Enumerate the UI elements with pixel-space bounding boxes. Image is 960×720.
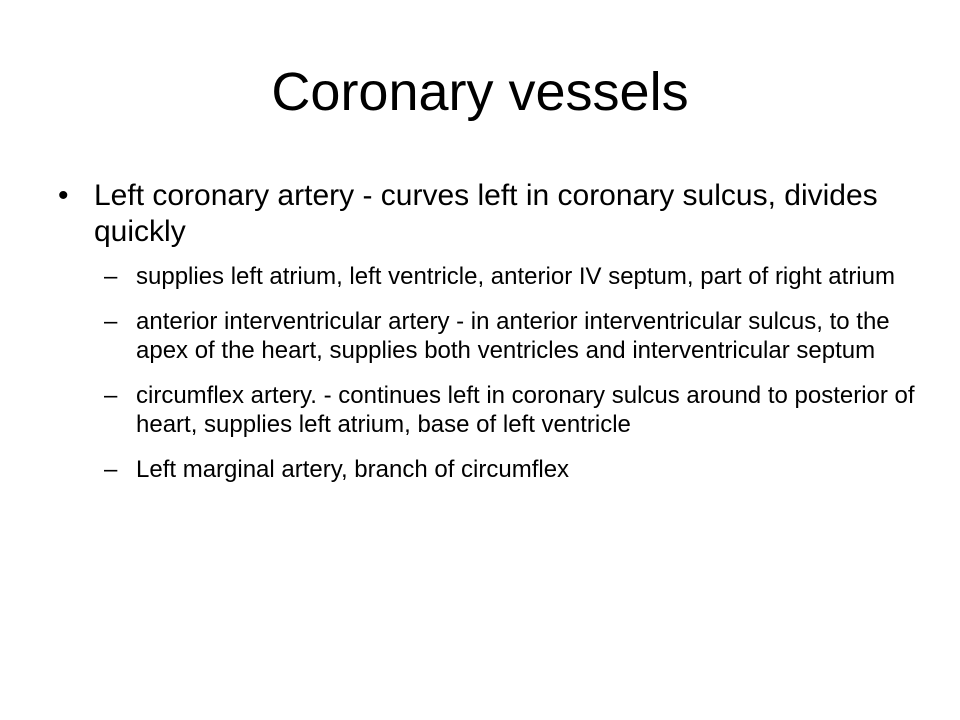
sub-bullet-item: [58, 381, 918, 439]
sub-bullet-marker: –: [104, 456, 118, 483]
slide-content: [58, 178, 918, 500]
sub-bullet-text: anterior interventricular artery - in anterior interventricular sulcus, to the apex of the heart, supplies both ventricles and interventricular septum: [136, 308, 890, 364]
sub-bullet-text: circumflex artery. - continues left in coronary sulcus around to posterior of heart, supplies left atrium, base of left ventricle: [136, 382, 915, 438]
sub-bullet-item: [58, 307, 918, 365]
sub-bullet-item: [58, 455, 918, 484]
sub-bullet-marker: –: [104, 382, 118, 409]
sub-bullet-text: supplies left atrium, left ventricle, anterior IV septum, part of right atrium: [136, 263, 895, 290]
sub-bullet-marker: –: [104, 263, 118, 290]
bullet-text: Left coronary artery - curves left in coronary sulcus, divides quickly: [94, 179, 878, 248]
sub-bullet-marker: –: [104, 308, 118, 335]
slide-title: Coronary vessels: [271, 62, 689, 122]
sub-bullet-text: Left marginal artery, branch of circumflex: [136, 456, 570, 483]
sub-bullet-item: [58, 262, 918, 291]
bullet-marker: •: [58, 179, 69, 212]
bullet-item: [58, 178, 918, 250]
